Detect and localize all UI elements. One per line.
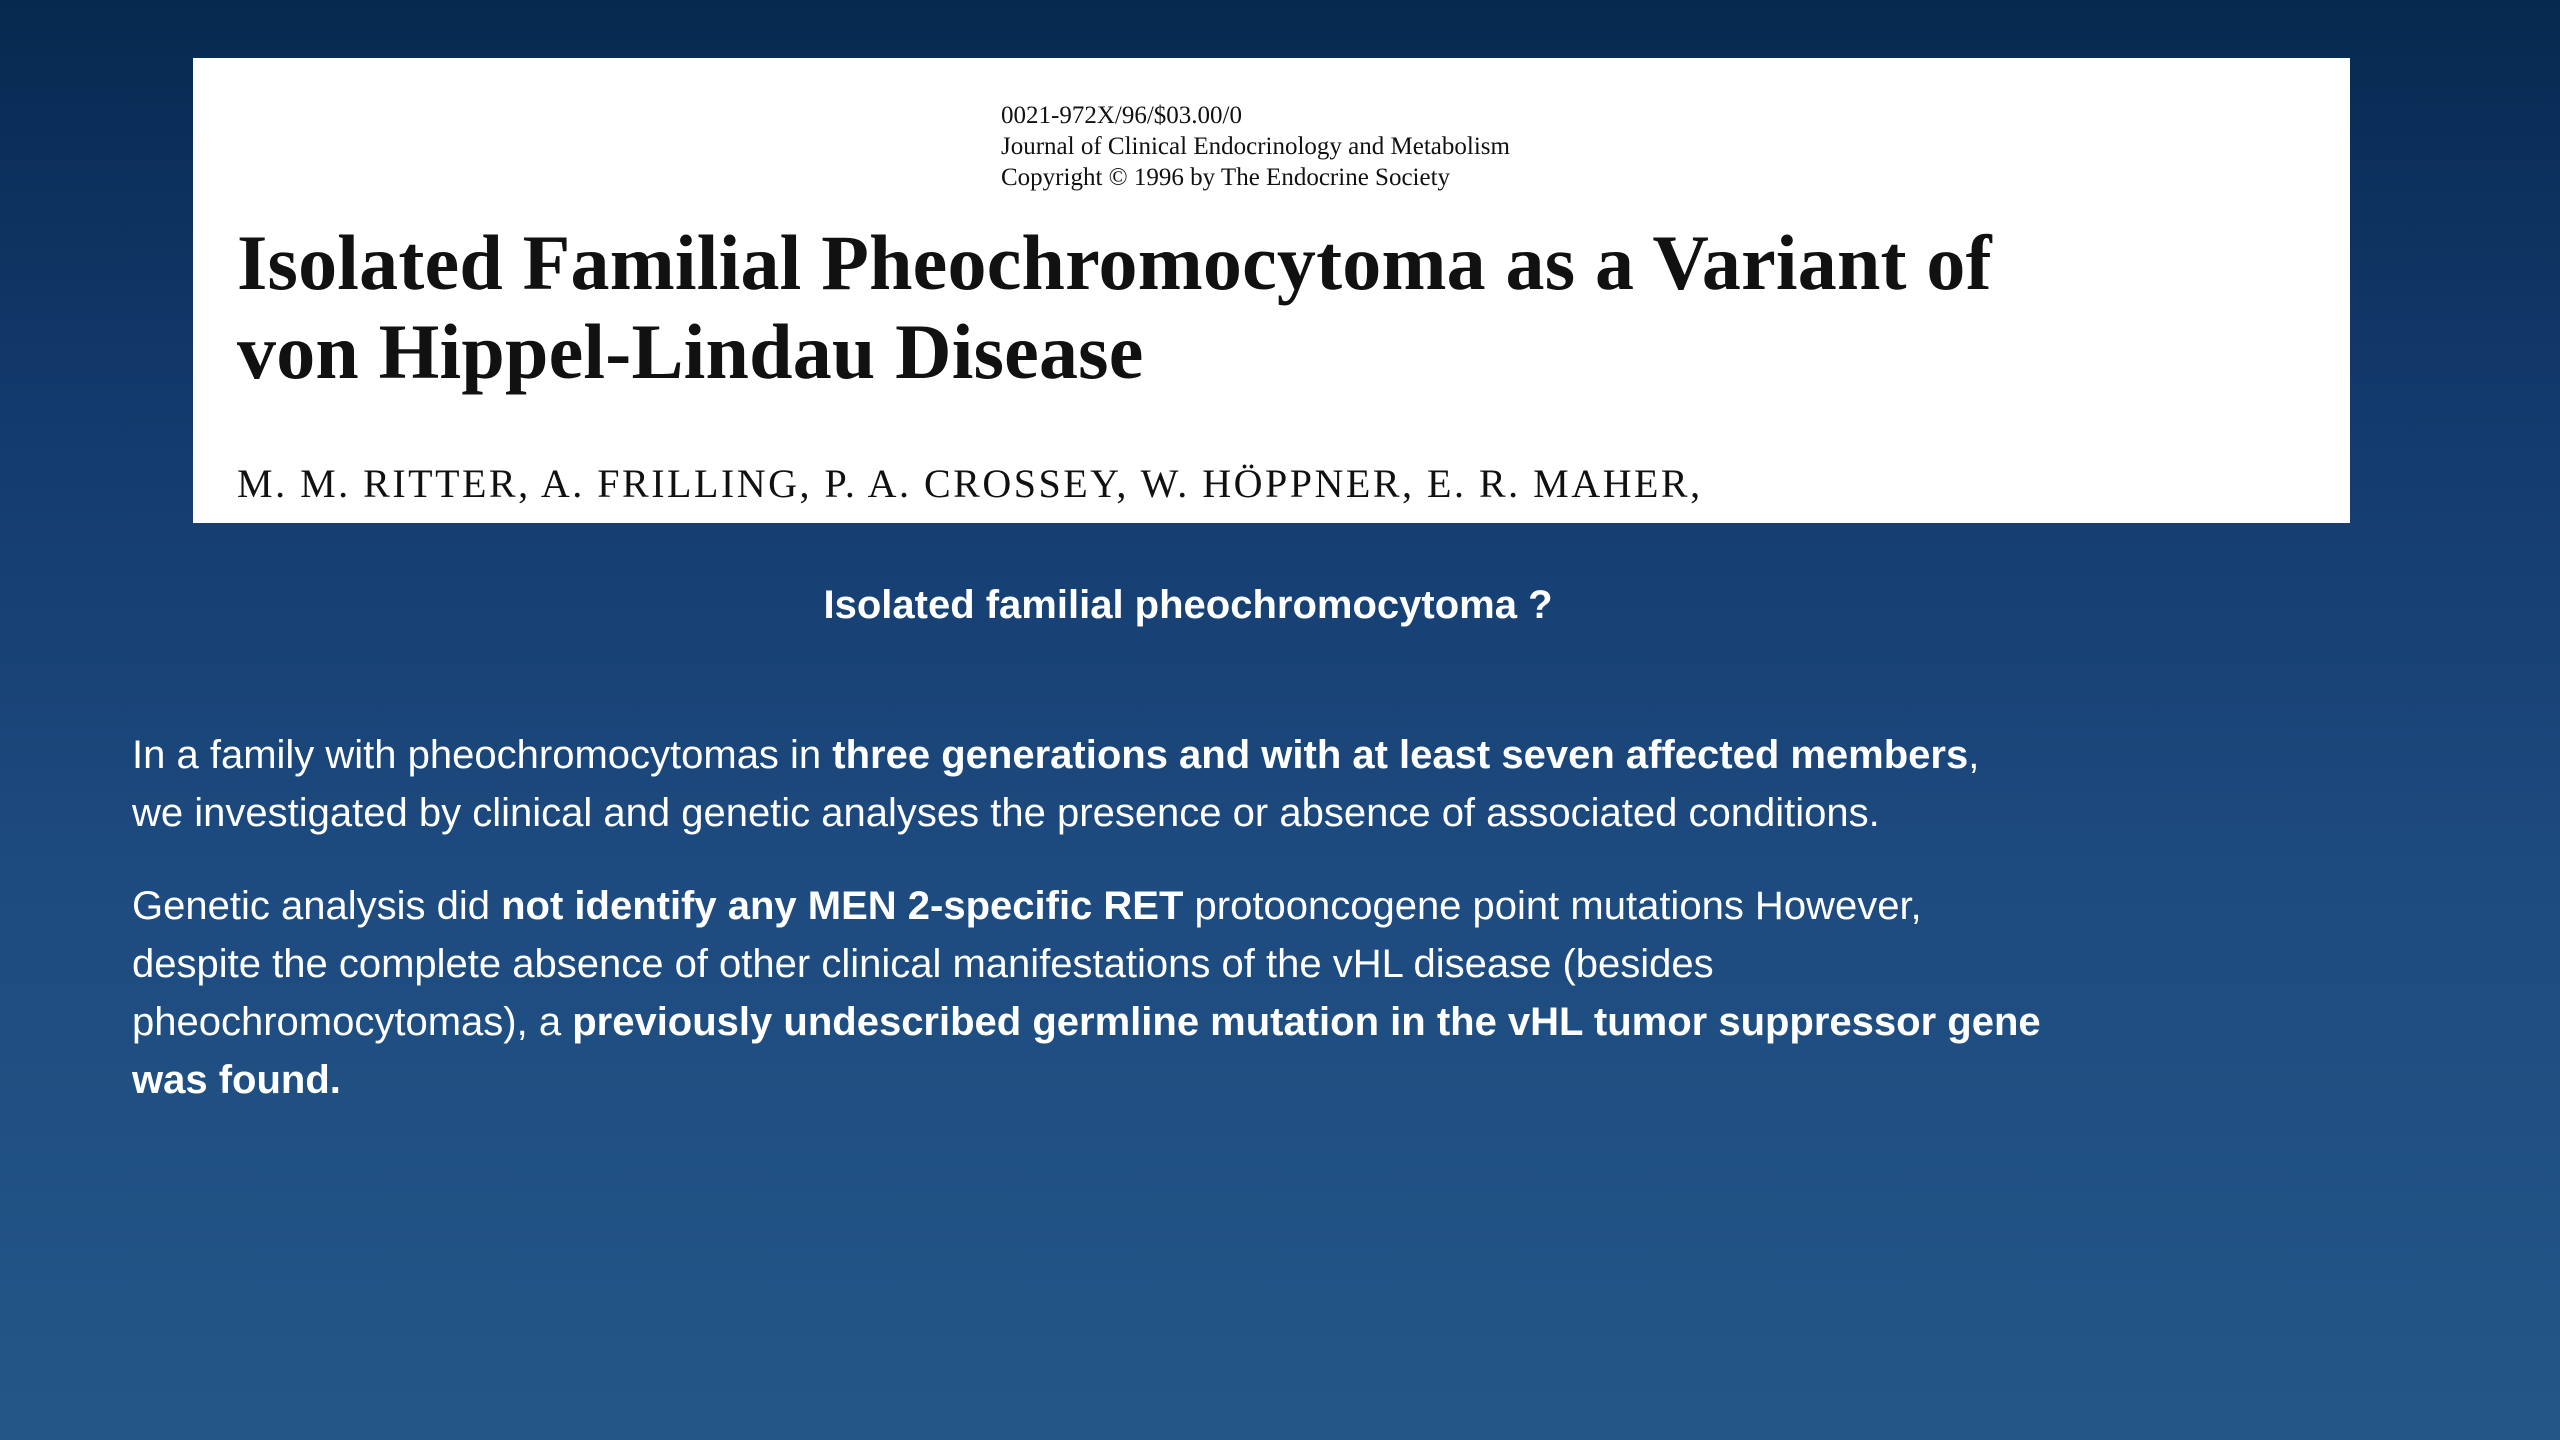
paragraph-2-emphasis-mutation: previously undescribed germline mutation in the vHL tumor suppressor gene bbox=[572, 1000, 2041, 1044]
paragraph-1-text-a: In a family with pheochromocytomas in bbox=[132, 733, 833, 777]
paragraph-2-emphasis-ret: not identify any MEN 2-specific RET bbox=[501, 884, 1184, 928]
paper-title-line-1: Isolated Familial Pheochromocytoma as a Variant of bbox=[237, 219, 1992, 306]
journal-copyright: Copyright © 1996 by The Endocrine Society bbox=[1001, 164, 1451, 191]
slide-subtitle: Isolated familial pheochromocytoma ? bbox=[823, 583, 1553, 627]
paragraph-2-text-a: Genetic analysis did bbox=[132, 884, 502, 928]
paragraph-1-emphasis: three generations and with at least seven affected members bbox=[832, 733, 1969, 777]
paragraph-2-text-d: pheochromocytomas), a bbox=[132, 1000, 573, 1044]
paper-authors: M. M. RITTER, A. FRILLING, P. A. CROSSEY, W. HÖPPNER, E. R. MAHER, bbox=[237, 461, 1703, 506]
paragraph-family-study bbox=[132, 726, 2312, 842]
paragraph-genetic-analysis bbox=[132, 877, 2312, 1109]
paper-title-line-2: von Hippel-Lindau Disease bbox=[237, 308, 1144, 395]
journal-name: Journal of Clinical Endocrinology and Metabolism bbox=[1001, 133, 1510, 160]
paragraph-1-text-b: , bbox=[1968, 733, 1980, 777]
journal-issn: 0021-972X/96/$03.00/0 bbox=[1001, 102, 1242, 129]
paper-header-image bbox=[193, 58, 2350, 523]
journal-citation bbox=[1001, 100, 1510, 193]
paragraph-2-text-b: protooncogene point mutations However, bbox=[1183, 884, 1922, 928]
paragraph-2-text-c: despite the complete absence of other clinical manifestations of the vHL disease (besides bbox=[132, 942, 1714, 986]
paper-title bbox=[237, 218, 2347, 396]
paragraph-2-emphasis-found: was found. bbox=[132, 1058, 341, 1102]
paragraph-1-text-c: we investigated by clinical and genetic analyses the presence or absence of associated conditions. bbox=[132, 791, 1880, 835]
